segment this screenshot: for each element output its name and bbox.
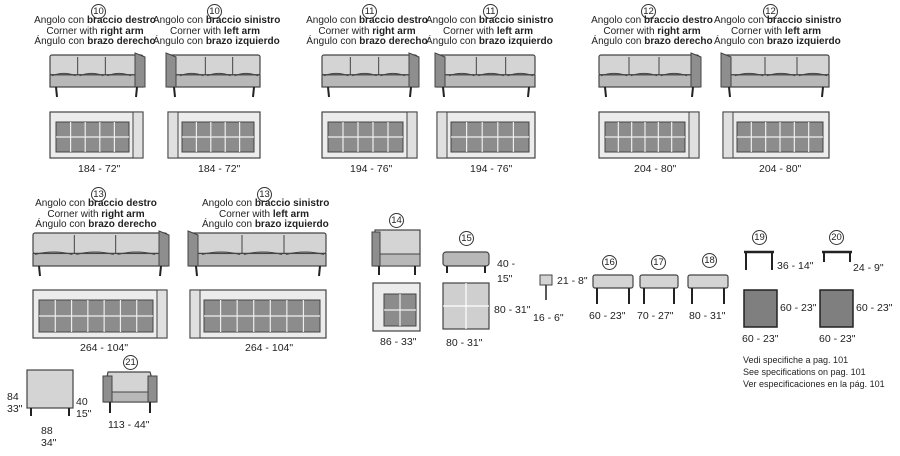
sofa-top-arm <box>723 112 733 158</box>
sofa-seat-base <box>322 75 417 87</box>
spec-note-en: See specifications on pag. 101 <box>743 367 866 377</box>
sofa-top-arm <box>407 112 417 158</box>
side-size-label-15: 80 - 31" <box>494 304 531 316</box>
pouf-height-in: 33" <box>7 403 23 415</box>
size-label-14: 86 - 33" <box>380 336 417 348</box>
sofa-top-arm <box>157 290 167 338</box>
model-number-15: 15 <box>459 231 474 246</box>
sofa-arm <box>435 53 445 87</box>
pouf-width-cm: 88 <box>41 425 53 437</box>
model-number-21: 21 <box>123 355 138 370</box>
height-label-19: 36 - 14" <box>777 260 814 272</box>
table-top-view-19 <box>744 290 777 327</box>
armchair-seat <box>380 254 420 266</box>
size-label-15: 80 - 31" <box>446 337 483 349</box>
sofa-backrest <box>437 55 535 75</box>
model-number-19: 19 <box>752 230 767 245</box>
sofa-seat-base <box>50 75 143 87</box>
sofa-leg <box>253 87 254 97</box>
height-label-20: 24 - 9" <box>853 262 884 274</box>
sofa-top-arm <box>190 290 200 338</box>
sofa-backrest <box>723 55 829 75</box>
sofa-leg <box>56 87 57 97</box>
pouf-height-cm: 84 <box>7 391 19 403</box>
sofa-seat-base <box>168 75 260 87</box>
height-in-label-15: 15" <box>497 273 513 285</box>
sofa-leg <box>692 87 693 97</box>
model-number-17: 17 <box>651 255 666 270</box>
model-caption: Angolo con braccio sinistro Corner with left arm Ángulo con brazo izquierdo <box>426 15 554 47</box>
model-size-label: 194 - 76" <box>470 163 513 175</box>
sofa-top-arm <box>133 112 143 158</box>
sofa-arm <box>188 231 198 266</box>
pouf-width-in: 34" <box>41 437 57 449</box>
sofa-backrest <box>599 55 699 75</box>
size-label-16: 60 - 23" <box>589 310 626 322</box>
spec-note-it: Vedi specifiche a pag. 101 <box>743 355 849 365</box>
sofa-seat-base <box>437 75 535 87</box>
model-number-20: 20 <box>829 230 844 245</box>
model-size-label: 194 - 76" <box>350 163 393 175</box>
size-label-21: 113 - 44" <box>108 419 150 431</box>
sofa-backrest <box>190 233 326 253</box>
sofa-leg <box>174 87 175 97</box>
lounge-chair-arm <box>103 376 112 402</box>
sofa-seat-base <box>190 253 326 266</box>
lounge-chair-arm <box>148 376 157 402</box>
sofa-arm <box>159 231 169 266</box>
size-label-20: 60 - 23" <box>819 333 856 345</box>
small-table <box>540 275 552 285</box>
sofa-top-arm <box>437 112 447 158</box>
model-number-13-right: 13 <box>91 187 106 202</box>
sofa-leg <box>410 87 411 97</box>
model-number-10-right: 10 <box>91 4 106 19</box>
model-caption: Angolo con braccio destro Corner with right arm Ángulo con brazo derecho <box>306 15 428 47</box>
bench-top <box>640 275 678 288</box>
sofa-seat-base <box>33 253 167 266</box>
model-size-label: 204 - 80" <box>759 163 802 175</box>
model-number-11-right: 11 <box>362 4 377 19</box>
model-size-label: 184 - 72" <box>78 163 121 175</box>
sofa-arm <box>691 53 701 87</box>
height-label-small: 21 - 8" <box>557 275 588 287</box>
model-caption: Angolo con braccio sinistro Corner with left arm Ángulo con brazo izquierdo <box>153 15 281 47</box>
model-caption: Angolo con braccio destro Corner with right arm Ángulo con brazo derecho <box>35 198 157 230</box>
sofa-leg <box>328 87 329 97</box>
model-number-10-left: 10 <box>207 4 222 19</box>
model-number-14: 14 <box>389 213 404 228</box>
sofa-arm <box>721 53 731 87</box>
model-size-label: 184 - 72" <box>198 163 241 175</box>
model-size-label: 204 - 80" <box>634 163 677 175</box>
height-label-15: 40 - <box>497 258 516 270</box>
sofa-backrest <box>322 55 417 75</box>
model-number-12-right: 12 <box>641 4 656 19</box>
sofa-arm <box>409 53 419 87</box>
table-top-view-20 <box>820 290 853 327</box>
model-size-label: 264 - 104" <box>245 342 294 354</box>
sofa-seat-base <box>599 75 699 87</box>
sofa-leg <box>319 266 320 276</box>
model-caption: Angolo con braccio destro Corner with right arm Ángulo con brazo derecho <box>34 15 156 47</box>
sofa-backrest <box>50 55 143 75</box>
sofa-top-arm <box>168 112 178 158</box>
sofa-leg <box>528 87 529 97</box>
size-label-17: 70 - 27" <box>637 310 674 322</box>
sofa-seat-base <box>723 75 829 87</box>
size-label-small: 16 - 6" <box>533 312 564 324</box>
model-number-11-left: 11 <box>483 4 498 19</box>
sofa-leg <box>605 87 606 97</box>
model-number-13-left: 13 <box>257 187 272 202</box>
side-size-label-19: 60 - 23" <box>780 302 817 314</box>
model-number-16: 16 <box>602 255 617 270</box>
sofa-leg <box>729 87 730 97</box>
sofa-top-arm <box>689 112 699 158</box>
model-size-label: 264 - 104" <box>80 342 129 354</box>
model-caption: Angolo con braccio sinistro Corner with left arm Ángulo con brazo izquierdo <box>714 15 842 47</box>
sofa-leg <box>160 266 161 276</box>
sofa-leg <box>822 87 823 97</box>
sofa-arm <box>135 53 145 87</box>
bench-top <box>593 275 633 288</box>
bench-top <box>688 275 728 288</box>
model-number-12-left: 12 <box>763 4 778 19</box>
model-caption: Angolo con braccio sinistro Corner with left arm Ángulo con brazo izquierdo <box>202 198 330 230</box>
sofa-leg <box>136 87 137 97</box>
sofa-leg <box>39 266 40 276</box>
sofa-arm <box>166 53 176 87</box>
lounge-chair-seat <box>112 392 148 402</box>
armchair-arm <box>372 232 380 266</box>
spec-note-es: Ver especificaciones en la pág. 101 <box>743 379 885 389</box>
pouf-seat-in: 15" <box>76 408 92 420</box>
side-size-label-20: 60 - 23" <box>856 302 893 314</box>
model-number-18: 18 <box>702 253 717 268</box>
pouf-body <box>27 370 73 408</box>
pouf-seat-cm: 40 <box>76 396 88 408</box>
ottoman-side <box>443 252 489 266</box>
model-caption: Angolo con braccio destro Corner with right arm Ángulo con brazo derecho <box>591 15 713 47</box>
sofa-backrest <box>33 233 167 253</box>
size-label-19: 60 - 23" <box>742 333 779 345</box>
size-label-18: 80 - 31" <box>689 310 726 322</box>
sofa-backrest <box>168 55 260 75</box>
sofa-leg <box>196 266 197 276</box>
sofa-leg <box>443 87 444 97</box>
